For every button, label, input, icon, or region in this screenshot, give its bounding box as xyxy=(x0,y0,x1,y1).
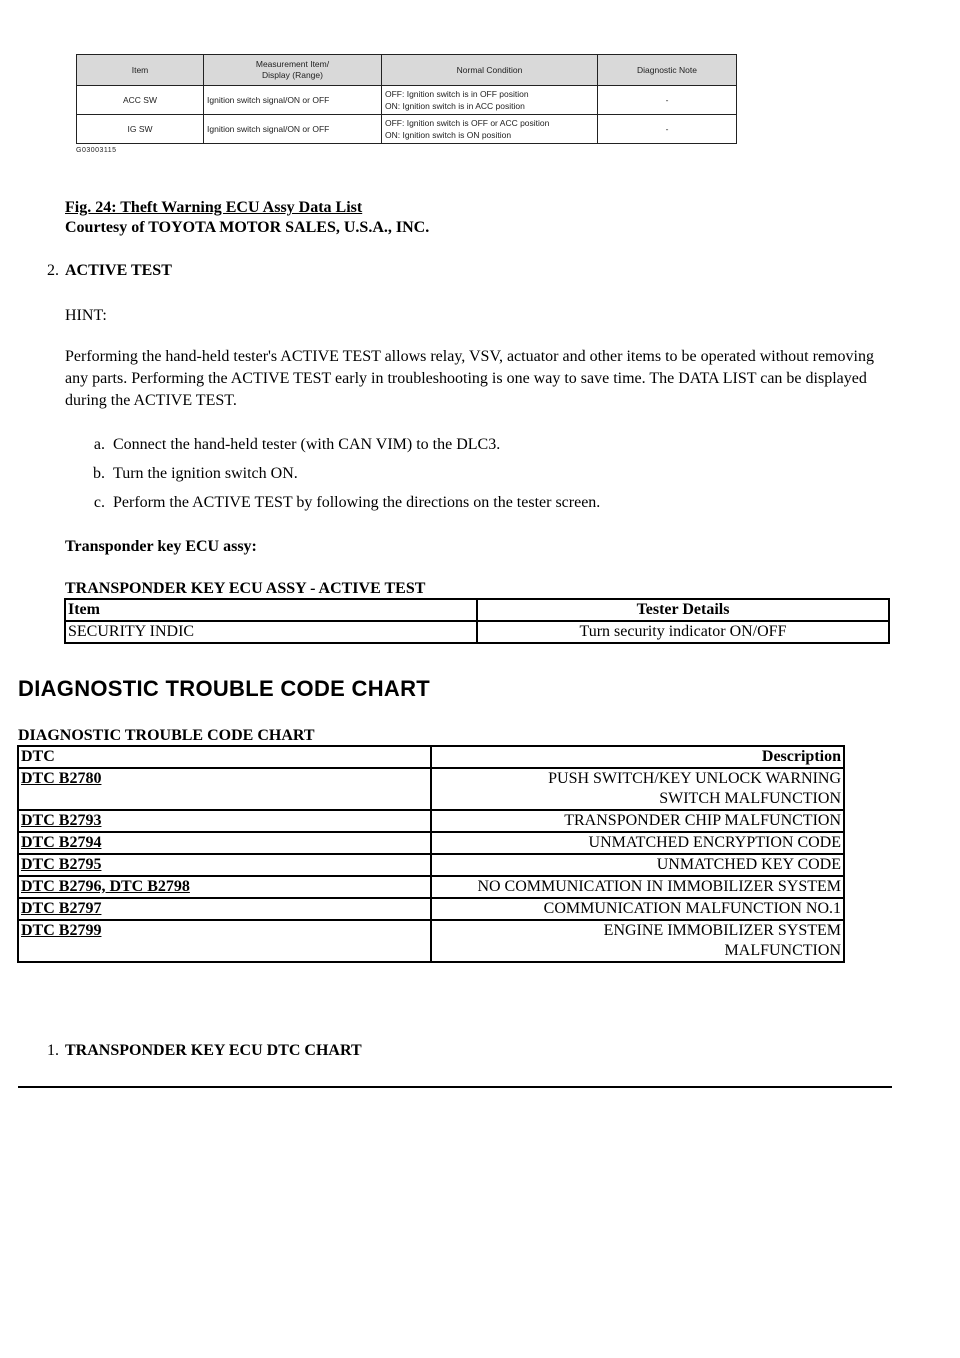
table-row xyxy=(77,115,737,144)
table-row xyxy=(18,768,844,810)
column-header-item: Item xyxy=(65,599,477,621)
figure-caption-title[interactable]: Fig. 24: Theft Warning ECU Assy Data List xyxy=(65,199,363,216)
table-row xyxy=(65,621,889,643)
dtc-description: COMMUNICATION MALFUNCTION NO.1 xyxy=(431,898,844,920)
active-test-paragraph: Performing the hand-held tester's ACTIVE TEST allows relay, VSV, actuator and other items to be operated without removing any parts. Performing the ACTIVE TEST early in troubleshooting is one way to save time. The DATA LIST can be displayed during the ACTIVE TEST. xyxy=(65,348,874,409)
active-test-table-title: TRANSPONDER KEY ECU ASSY - ACTIVE TEST xyxy=(65,580,426,597)
table-row xyxy=(77,86,737,115)
table-row xyxy=(18,898,844,920)
figure-cell: Ignition switch signal/ON or OFF xyxy=(204,86,382,115)
figure-header-normal: Normal Condition xyxy=(382,55,598,86)
dtc-description: ENGINE IMMOBILIZER SYSTEM MALFUNCTION xyxy=(431,920,844,962)
figure-cell: IG SW xyxy=(77,115,204,144)
dtc-description: PUSH SWITCH/KEY UNLOCK WARNING SWITCH MALFUNCTION xyxy=(431,768,844,810)
dtc-link[interactable]: DTC B2794 xyxy=(21,834,102,851)
dtc-link[interactable]: DTC B2795 xyxy=(21,856,102,873)
column-header-description: Description xyxy=(431,746,844,768)
subheading-transponder: Transponder key ECU assy: xyxy=(65,538,257,555)
column-header-tester-details: Tester Details xyxy=(477,599,889,621)
horizontal-rule xyxy=(18,1086,892,1088)
figure-cell: ACC SW xyxy=(77,86,204,115)
column-header-dtc: DTC xyxy=(18,746,431,768)
figure-caption xyxy=(65,198,429,238)
figure-table xyxy=(76,54,737,144)
section-heading-transponder-dtc: TRANSPONDER KEY ECU DTC CHART xyxy=(65,1042,362,1059)
dtc-link[interactable]: DTC B2780 xyxy=(21,770,102,787)
step-number: 2. xyxy=(47,262,59,279)
dtc-link[interactable]: DTC B2793 xyxy=(21,812,102,829)
figure-cell: OFF: Ignition switch is in OFF position ON: Ignition switch is in ACC position xyxy=(382,86,598,115)
table-row xyxy=(18,810,844,832)
figure-cell: - xyxy=(598,86,737,115)
dtc-link[interactable]: DTC B2799 xyxy=(21,922,102,939)
figure-cell: OFF: Ignition switch is OFF or ACC position ON: Ignition switch is ON position xyxy=(382,115,598,144)
dtc-description: UNMATCHED KEY CODE xyxy=(431,854,844,876)
figure-cell: Ignition switch signal/ON or OFF xyxy=(204,115,382,144)
table-header-row xyxy=(65,599,889,621)
list-item xyxy=(73,434,500,456)
table-header-row xyxy=(18,746,844,768)
list-text: Turn the ignition switch ON. xyxy=(113,465,298,482)
list-text: Connect the hand-held tester (with CAN VIM) to the DLC3. xyxy=(113,436,501,453)
list-marker: b. xyxy=(93,465,105,482)
table-row xyxy=(18,854,844,876)
figure-header-measurement: Measurement Item/ Display (Range) xyxy=(204,55,382,86)
list-text: Perform the ACTIVE TEST by following the directions on the tester screen. xyxy=(113,494,601,511)
dtc-description: NO COMMUNICATION IN IMMOBILIZER SYSTEM xyxy=(431,876,844,898)
figure-header-item: Item xyxy=(77,55,204,86)
list-item xyxy=(73,463,298,485)
dtc-link[interactable]: DTC B2796, DTC B2798 xyxy=(21,878,190,895)
dtc-description: TRANSPONDER CHIP MALFUNCTION xyxy=(431,810,844,832)
dtc-table-title: DIAGNOSTIC TROUBLE CODE CHART xyxy=(18,727,315,744)
figure-header-note: Diagnostic Note xyxy=(598,55,737,86)
hint-label: HINT: xyxy=(65,307,107,324)
section-heading-active-test: ACTIVE TEST xyxy=(65,262,172,279)
dtc-table xyxy=(17,745,845,963)
list-item xyxy=(73,492,600,514)
figure-caption-courtesy: Courtesy of TOYOTA MOTOR SALES, U.S.A., INC. xyxy=(65,219,430,236)
step-number: 1. xyxy=(47,1042,59,1059)
data-list-figure xyxy=(76,54,738,154)
table-cell: Turn security indicator ON/OFF xyxy=(477,621,889,643)
dtc-description: UNMATCHED ENCRYPTION CODE xyxy=(431,832,844,854)
list-marker: c. xyxy=(93,494,105,511)
table-row xyxy=(18,832,844,854)
table-row xyxy=(18,920,844,962)
dtc-link[interactable]: DTC B2797 xyxy=(21,900,102,917)
figure-cell: - xyxy=(598,115,737,144)
active-test-table xyxy=(64,598,890,644)
section-heading-dtc: DIAGNOSTIC TROUBLE CODE CHART xyxy=(18,676,431,701)
table-row xyxy=(18,876,844,898)
list-marker: a. xyxy=(93,436,105,453)
table-cell: SECURITY INDIC xyxy=(65,621,477,643)
figure-id: G03003115 xyxy=(76,147,117,154)
